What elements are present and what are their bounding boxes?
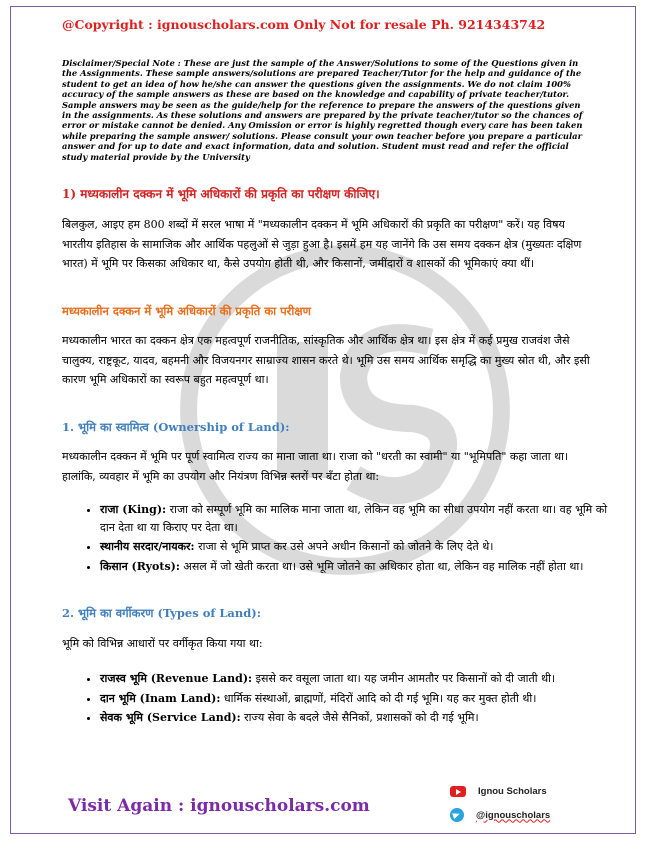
list-item bbox=[100, 690, 610, 708]
list-item-text: धार्मिक संस्थाओं, ब्राह्मणों, मंदिरों आदि को दी गई भूमि। यह कर मुक्त होती थी। bbox=[220, 691, 537, 705]
list-item-term: किसान (Ryots): bbox=[100, 559, 180, 573]
list-item-term: स्थानीय सरदार/नायकर: bbox=[100, 540, 195, 553]
list-item-term: सेवक भूमि (Service Land): bbox=[100, 711, 241, 724]
list-item-term: राजा (King): bbox=[100, 503, 167, 516]
list-item bbox=[100, 670, 610, 688]
telegram-label: @ignouscholars bbox=[476, 809, 551, 821]
list-item-text: राज्य सेवा के बदले जैसे सैनिकों, प्रशासकों को दी गई भूमि। bbox=[240, 711, 479, 724]
visit-again-link[interactable]: Visit Again : ignouscholars.com bbox=[68, 796, 370, 816]
question-title: 1) मध्यकालीन दक्कन में भूमि अधिकारों की प्रकृति का परीक्षण कीजिए। bbox=[62, 187, 380, 201]
list-item-text: राजा को सम्पूर्ण भूमि का मालिक माना जाता था, लेकिन वह भूमि का सीधा उपयोग नहीं करता था। वह भूमि को दान देता था या किराए पर देता था। bbox=[100, 503, 608, 534]
list-item-term: दान भूमि (Inam Land): bbox=[100, 691, 221, 705]
section-paragraph: मध्यकालीन भारत का दक्कन क्षेत्र एक महत्वपूर्ण राजनीतिक, सांस्कृतिक और आर्थिक क्षेत्र था। इस क्षेत्र में कई प्रमुख राजवंश जैसे चालुक्य, राष्ट्रकूट, यादव, बहमनी और विजयनगर साम्राज्य शासन करते थे। भूमि उस समय आर्थिक समृद्धि का मुख्य स्रोत थी, और इसी कारण भूमि अधिकारों का स्वरूप बहुत महत्वपूर्ण था। bbox=[62, 334, 590, 386]
list-item bbox=[100, 709, 610, 727]
ownership-paragraph: मध्यकालीन दक्कन में भूमि पर पूर्ण स्वामित्व राज्य का माना जाता था। राजा को "धरती का स्वामी" या "भूमिपति" कहा जाता था। हालांकि, व्यवहार में भूमि का उपयोग और नियंत्रण विभिन्न स्तरों पर बँटा होता था: bbox=[62, 450, 569, 483]
youtube-label: Ignou Scholars bbox=[478, 786, 547, 797]
intro-paragraph: बिलकुल, आइए हम 800 शब्दों में सरल भाषा में "मध्यकालीन दक्कन में भूमि अधिकारों की प्रकृति का परीक्षण" करें। यह विषय भारतीय इतिहास के सामाजिक और आर्थिक पहलुओं से जुड़ा हुआ है। इसमें हम यह जानेंगे कि उस समय दक्कन क्षेत्र (मुख्यतः दक्षिण भारत) में भूमि पर किसका अधिकार था, कैसे उपयोग होती थी, और किसानों, जमींदारों व शासकों की भूमिकाएं क्या थीं। bbox=[62, 218, 582, 270]
types-heading: 2. भूमि का वर्गीकरण (Types of Land): bbox=[62, 606, 261, 620]
telegram-icon bbox=[450, 808, 464, 822]
list-item bbox=[100, 538, 610, 556]
list-item-text: राजा से भूमि प्राप्त कर उसे अपने अधीन किसानों को जोतने के लिए देते थे। bbox=[194, 540, 494, 553]
list-item bbox=[100, 558, 610, 576]
types-paragraph: भूमि को विभिन्न आधारों पर वर्गीकृत किया गया था: bbox=[62, 637, 263, 650]
youtube-icon bbox=[450, 786, 466, 797]
ownership-heading: 1. भूमि का स्वामित्व (Ownership of Land): bbox=[62, 420, 290, 434]
list-item-term: राजस्व भूमि (Revenue Land): bbox=[100, 672, 253, 685]
types-list bbox=[80, 670, 610, 729]
list-item-text: असल में जो खेती करता था। उसे भूमि जोतने का अधिकार होता था, लेकिन वह मालिक नहीं होता था। bbox=[179, 559, 584, 573]
ownership-list bbox=[80, 501, 610, 577]
list-item bbox=[100, 501, 610, 536]
copyright-header: @Copyright : ignouscholars.com Only Not for resale Ph. 9214343742 bbox=[62, 17, 546, 32]
telegram-channel[interactable] bbox=[450, 808, 550, 822]
section-heading: मध्यकालीन दक्कन में भूमि अधिकारों की प्रकृति का परीक्षण bbox=[62, 304, 311, 318]
disclaimer-note: Disclaimer/Special Note : These are just the sample of the Answer/Solutions to some of the Questions given in the Assignments. These sample answers/solutions are prepared Teacher/Tutor for the help and guidance of the student to get an idea of how he/she can answer the questions given the assignments. We do not claim 100% accuracy of the sample answers as these are based on the knowledge and capability of private teacher/tutor. Sample answers may be seen as the guide/help for the reference to prepare the answers of the questions given in the assignments. As these solutions and answers are prepared by the private teacher/tutor so the chances of error or mistake cannot be denied. Any Omission or error is highly regretted though every care has been taken while preparing the sample answer/ solutions. Please consult your own teacher before you prepare a particular answer and for up to date and exact information, data and solution. Student must read and refer the official study material provide by the University bbox=[62, 58, 583, 162]
list-item-text: इससे कर वसूला जाता था। यह जमीन आमतौर पर किसानों को दी जाती थी। bbox=[252, 672, 556, 685]
youtube-channel[interactable] bbox=[450, 786, 547, 797]
